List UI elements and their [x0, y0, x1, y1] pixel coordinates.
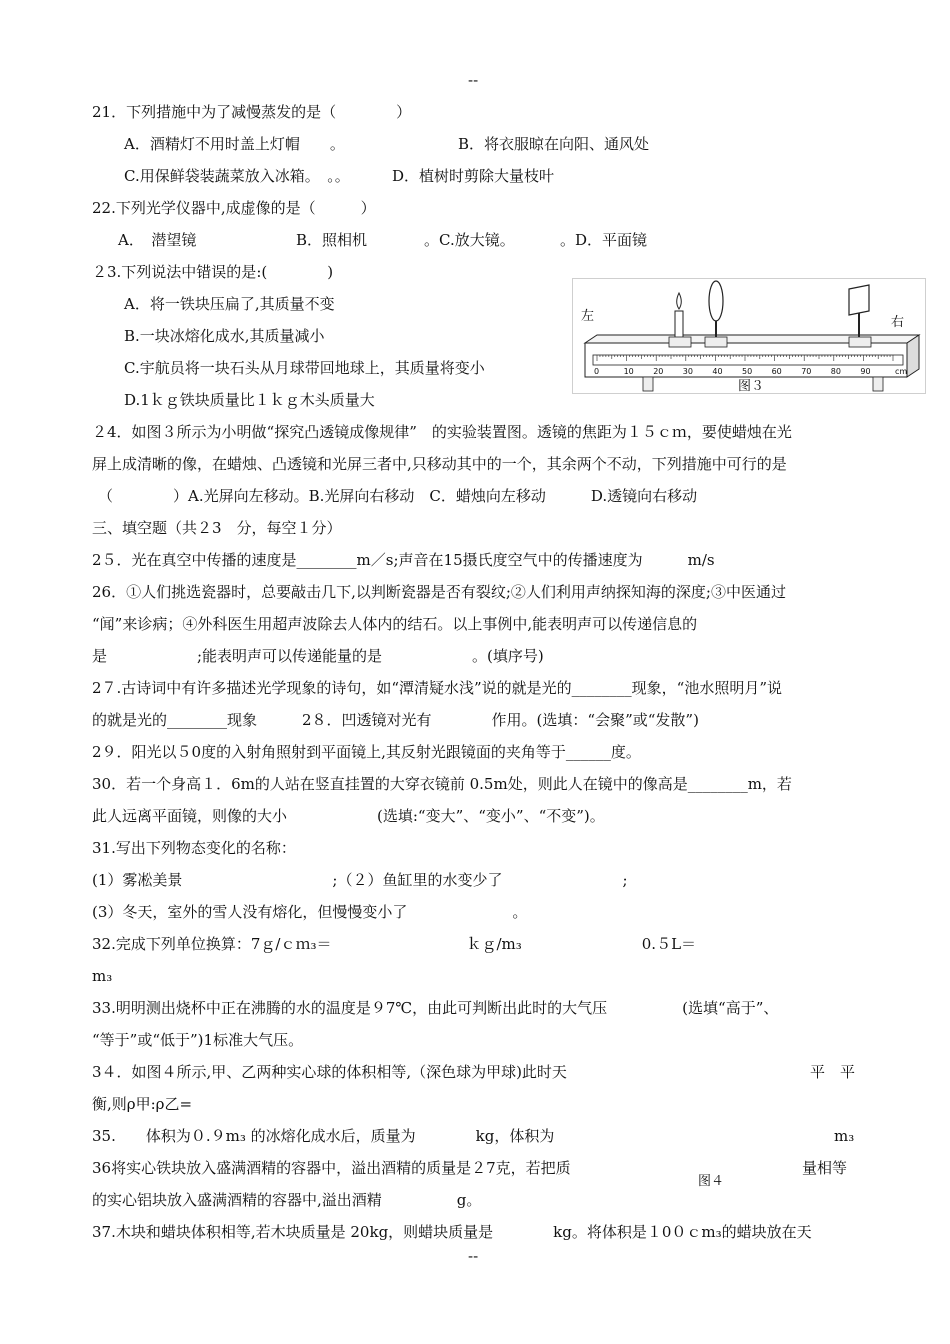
line-q23d: D.1ｋｇ铁块质量比１ｋｇ木头质量大 [124, 391, 375, 409]
line-q23a: A．将一铁块压扁了,其质量不变 [124, 295, 335, 313]
line-q22: 22.下列光学仪器中,成虚像的是（ ） [92, 199, 376, 217]
line-q34l1: 3４．如图４所示,甲、乙两种实心球的体积相等,（深色球为甲球)此时天 [92, 1063, 567, 1081]
figure-3-optical-bench [572, 278, 926, 394]
line-q36r: 量相等 [802, 1159, 848, 1177]
line-q26l1: 26．①人们挑选瓷器时，总要敲击几下,以判断瓷器是否有裂纹;②人们利用声纳探知海的深度;③中医通过 [92, 583, 786, 601]
line-q21a: A．酒精灯不用时盖上灯帽 。 [124, 135, 345, 153]
line-q37: 37.木块和蜡块体积相等,若木块质量是 20kg，则蜡块质量是 kg。将体积是１0０ｃm₃的蜡块放在天 [92, 1223, 812, 1241]
ruler-label: 90 [860, 367, 871, 376]
line-q35r: m₃ [834, 1127, 855, 1145]
screen-holder [849, 337, 871, 347]
line-q25: 2５．光在真空中传播的速度是________m／s;声音在15摄氏度空气中的传播速度为 m/s [92, 551, 715, 569]
line-q32l2: m₃ [92, 967, 113, 985]
line-q22b: B．照相机 [296, 231, 368, 249]
bench-leg-left [643, 377, 653, 391]
line-q23b: B.一块冰熔化成水,其质量减小 [124, 327, 325, 345]
line-q29: 2９．阳光以５0度的入射角照射到平面镜上,其反射光跟镜面的夹角等于______度。 [92, 743, 641, 761]
line-q23: ２3.下列说法中错误的是:( ) [92, 263, 334, 281]
ruler-label: 50 [742, 367, 753, 376]
line-q22a: A． 潜望镜 [118, 231, 197, 249]
ruler-label: 0 [594, 367, 600, 376]
line-q35: 35. 体积为０.９m₃ 的冰熔化成水后，质量为 kg，体积为 [92, 1127, 555, 1145]
line-q30l1: 30．若一个身高１．6m的人站在竖直挂置的大穿衣镜前 0.5m处，则此人在镜中的像高是________m，若 [92, 775, 792, 793]
line-q27l2: 的就是光的________现象 2８．凹透镜对光有 作用。(选填：“会聚”或“发散”) [92, 711, 699, 729]
line-q23c: C.宇航员将一块石头从月球带回地球上，其质量将变小 [124, 359, 485, 377]
ruler-unit: cm [895, 367, 908, 376]
line-q36l2: 的实心铝块放入盛满酒精的容器中,溢出酒精 g。 [92, 1191, 482, 1209]
figure-3-caption: 图３ [738, 379, 765, 394]
line-q32l1: 32.完成下列单位换算：7ｇ/ｃｍ₃＝ ｋｇ/m₃ 0.５L＝ [92, 935, 697, 953]
line-q24l3: （ ）A.光屏向左移动。B.光屏向右移动 C．蜡烛向左移动 D.透镜向右移动 [98, 487, 698, 505]
line-q22d: 。D．平面镜 [560, 231, 648, 249]
figure-4-caption: 图４ [698, 1174, 725, 1189]
line-q34l2: 衡,则ρ甲:ρ乙= [92, 1095, 193, 1113]
line-q31: 31.写出下列物态变化的名称： [92, 839, 296, 857]
bench-end [907, 335, 919, 377]
line-q27l1: 2７.古诗词中有许多描述光学现象的诗句，如“潭清疑水浅”说的就是光的________现象，“池水照明月”说 [92, 679, 782, 697]
header-mark: -- [468, 71, 479, 89]
convex-lens [709, 281, 723, 321]
footer-mark: -- [468, 1247, 479, 1265]
ruler-label: 10 [623, 367, 634, 376]
candle-holder [669, 337, 691, 347]
line-q26l3: 是 ;能表明声可以传递能量的是 。(填序号) [92, 647, 544, 665]
ruler-label: 80 [830, 367, 841, 376]
line-q21b: B．将衣服晾在向阳、通风处 [458, 135, 650, 153]
line-q31a: (1）雾凇美景 ;（２）鱼缸里的水变少了 ; [92, 871, 628, 889]
light-screen [849, 285, 869, 315]
line-q24l1: ２4．如图３所示为小明做“探究凸透镜成像规律” 的实验装置图。透镜的焦距为１５ｃｍ，要使蜡烛在光 [92, 423, 792, 441]
line-q36l1: 36将实心铁块放入盛满酒精的容器中，溢出酒精的质量是２7克，若把质 [92, 1159, 571, 1177]
candle [675, 311, 683, 339]
left-label: 左 [581, 309, 595, 324]
line-sec3: 三、填空题（共２3 分，每空１分） [92, 519, 342, 537]
line-q21c: C.用保鲜袋装蔬菜放入冰箱。 。。 [124, 167, 350, 185]
ruler-label: 30 [682, 367, 693, 376]
ruler-label: 20 [653, 367, 664, 376]
lens-holder [705, 337, 727, 347]
ruler-label: 40 [712, 367, 723, 376]
line-q22c: 。C.放大镜。 [424, 231, 515, 249]
right-label: 右 [891, 315, 905, 330]
line-q30l2: 此人远离平面镜，则像的大小 (选填:“变大”、“变小”、“不变”)。 [92, 807, 605, 825]
ruler-label: 60 [771, 367, 782, 376]
ruler-label: 70 [801, 367, 812, 376]
line-q21: 21．下列措施中为了减慢蒸发的是（ ） [92, 103, 412, 121]
line-q31b: (3）冬天，室外的雪人没有熔化，但慢慢变小了 。 [92, 903, 528, 921]
bench-leg-right [873, 377, 883, 391]
line-q34r: 平 平 [810, 1063, 856, 1081]
candle-flame [677, 293, 682, 309]
line-q21d: D．植树时剪除大量枝叶 [392, 167, 555, 185]
line-q33l2: “等于”或“低于”)1标准大气压。 [92, 1031, 304, 1049]
line-q24l2: 屏上成清晰的像，在蜡烛、凸透镜和光屏三者中,只移动其中的一个，其余两个不动，下列措施中可行的是 [92, 455, 787, 473]
line-q26l2: “闻”来诊病；④外科医生用超声波除去人体内的结石。以上事例中,能表明声可以传递信息的 [92, 615, 698, 633]
line-q33l1: 33.明明测出烧杯中正在沸腾的水的温度是９7℃，由此可判断出此时的大气压 (选填“高于”、 [92, 999, 779, 1017]
